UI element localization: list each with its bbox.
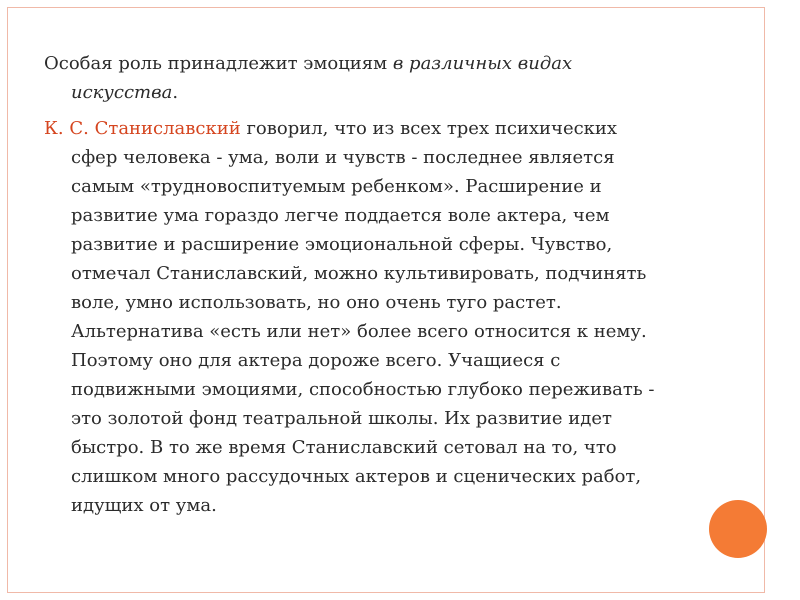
stanislavsky-paragraph: [44, 114, 714, 520]
intro-text-emphasis: в различных видах искусства: [71, 53, 573, 103]
intro-text-end: .: [172, 82, 179, 103]
decorative-orange-circle: [709, 500, 767, 558]
slide-body-text: [44, 49, 714, 520]
author-name: К. С. Станиславский: [44, 118, 247, 139]
stanislavsky-text: говорил, что из всех трех психических сфер человека - ума, воли и чувств - последнее является самым «трудновоспитуемым ребенком». Расширение и развитие ума гораздо легче поддается воле актера, чем развитие и расширение эмоциональной сферы. Чувство, отмечал Станиславский, можно культивировать, подчинять воле, умно использовать, но оно очень туго растет. Альтернатива «есть или нет» более всего относится к нему. Поэтому оно для актера дороже всего. Учащиеся с подвижными эмоциями, способностью глубоко переживать - это золотой фонд театральной школы. Их развитие идет быстро. В то же время Станиславский сетовал на то, что слишком много рассудочных актеров и сценических работ, идущих от ума.: [71, 118, 655, 516]
decorative-side-strip: [764, 7, 793, 593]
slide-border-bottom: [7, 592, 793, 593]
slide-border-left: [7, 7, 8, 593]
intro-paragraph: [44, 49, 714, 107]
intro-text-start: Особая роль принадлежит эмоциям: [44, 53, 393, 74]
slide-border-top: [7, 7, 793, 8]
